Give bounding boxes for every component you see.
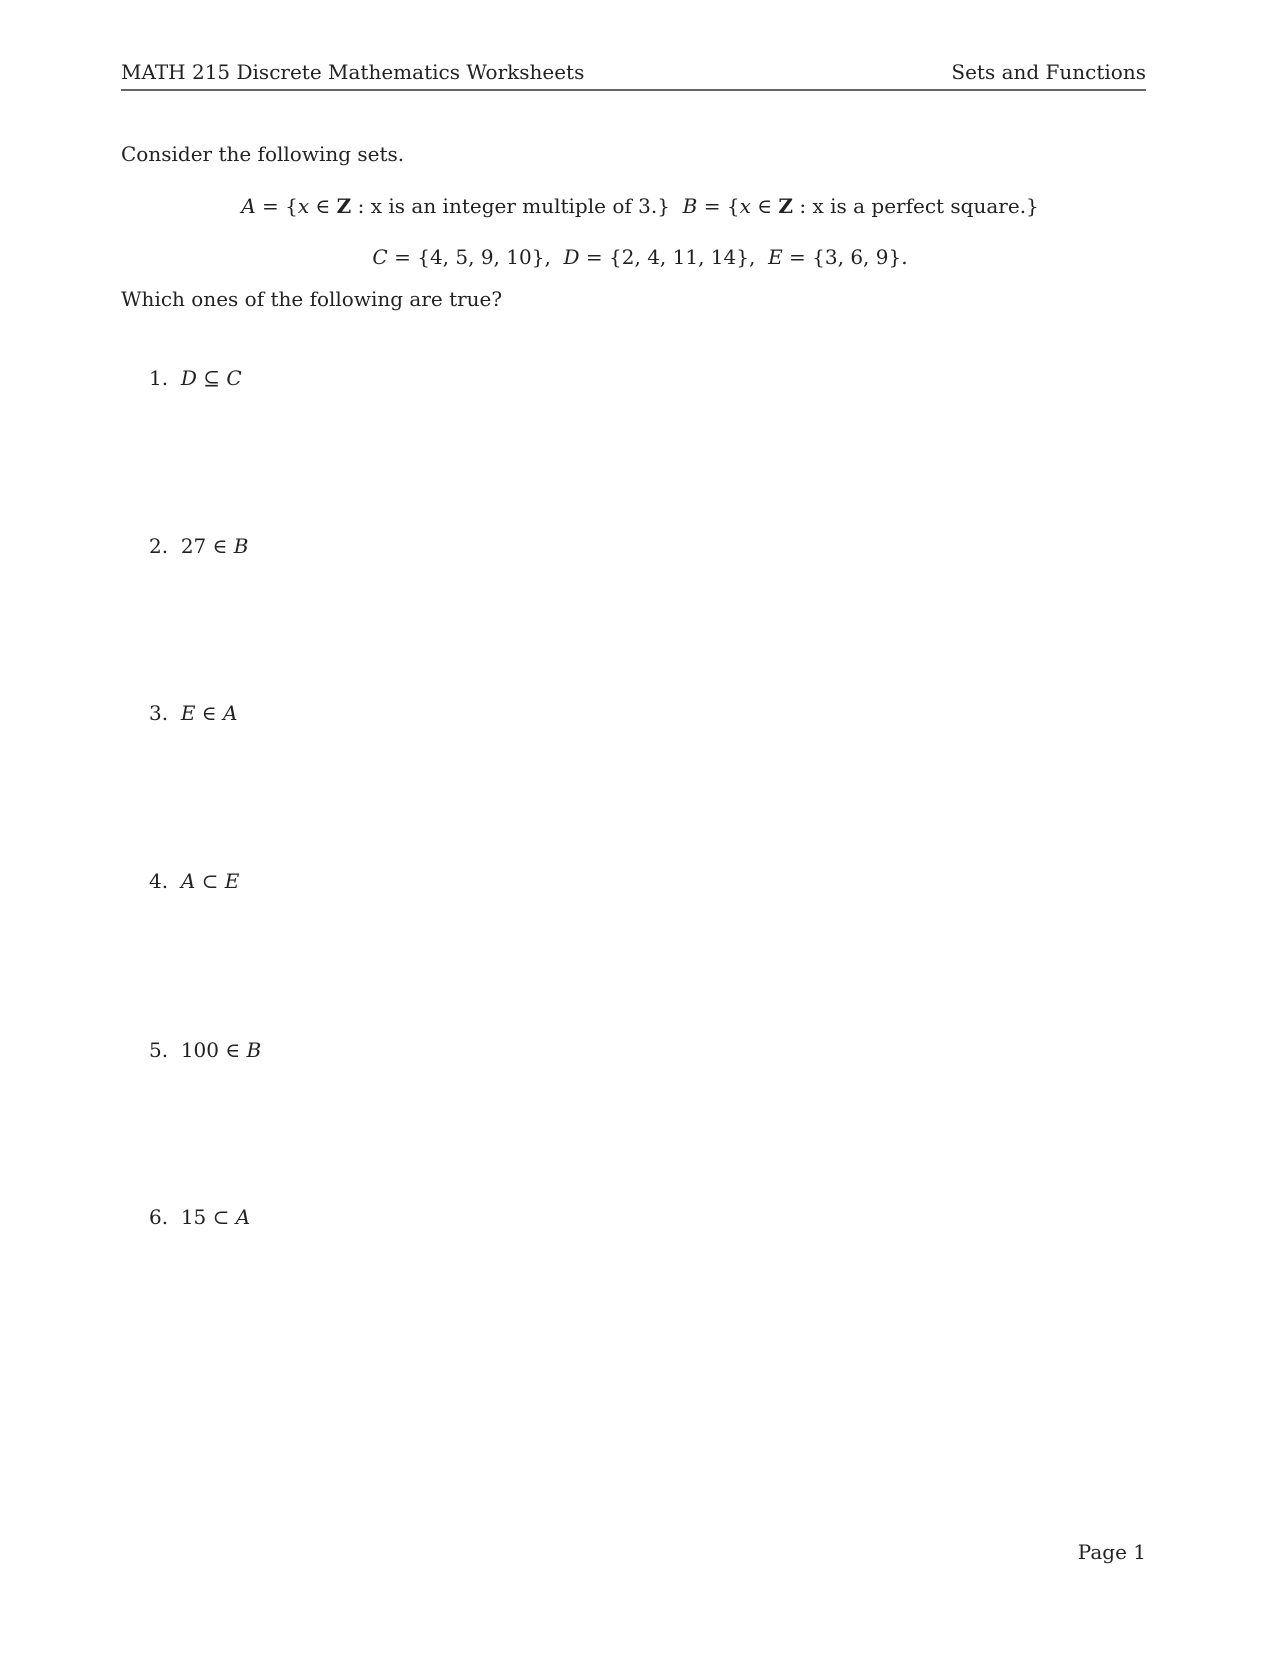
question-item (149, 1205, 250, 1229)
header-rule (121, 89, 1146, 91)
item-lhs: 100 (180, 1038, 219, 1062)
item-operator: ∈ (212, 534, 228, 558)
item-number: 2. (149, 534, 169, 558)
set-e-elements: 3, 6, 9 (824, 245, 889, 269)
item-rhs: A (235, 1205, 251, 1229)
set-definitions-ab: A = {x ∈ Z : x is an integer multiple of 3.} B = {x ∈ Z : x is a perfect square.} (241, 194, 1039, 218)
item-rhs: C (226, 366, 242, 390)
header-course-title: MATH 215 Discrete Mathematics Worksheets (121, 60, 585, 84)
intro-text: Consider the following sets. (121, 142, 405, 166)
item-number: 1. (149, 366, 169, 390)
question-item (149, 869, 239, 893)
item-operator: ∈ (225, 1038, 241, 1062)
item-operator: ⊂ (212, 1205, 230, 1229)
question-item (149, 1038, 261, 1062)
set-e-name: E (768, 245, 783, 269)
item-number: 3. (149, 701, 169, 725)
set-b-name: B (682, 194, 698, 218)
header-topic: Sets and Functions (951, 60, 1146, 84)
set-definitions-cde: C = {4, 5, 9, 10}, D = {2, 4, 11, 14}, E = {3, 6, 9}. (372, 245, 908, 269)
question-text: Which ones of the following are true? (121, 287, 503, 311)
set-b-definition: x is a perfect square. (812, 194, 1027, 218)
item-lhs: E (180, 701, 196, 725)
question-item (149, 701, 237, 725)
item-lhs: 27 (180, 534, 207, 558)
item-operator: ∈ (201, 701, 217, 725)
item-rhs: B (233, 534, 249, 558)
item-operator: ⊆ (203, 366, 220, 390)
set-a-name: A (241, 194, 256, 218)
item-number: 6. (149, 1205, 169, 1229)
set-c-elements: 4, 5, 9, 10 (429, 245, 532, 269)
item-number: 4. (149, 869, 169, 893)
item-rhs: A (222, 701, 238, 725)
item-rhs: E (224, 869, 240, 893)
set-a-definition: x is an integer multiple of 3. (370, 194, 658, 218)
set-c-name: C (372, 245, 388, 269)
item-number: 5. (149, 1038, 169, 1062)
item-rhs: B (246, 1038, 262, 1062)
question-item (149, 366, 242, 390)
item-lhs: 15 (180, 1205, 207, 1229)
item-lhs: A (180, 869, 196, 893)
question-item (149, 534, 249, 558)
page-number: Page 1 (1077, 1540, 1146, 1564)
item-lhs: D (180, 366, 197, 390)
item-operator: ⊂ (201, 869, 219, 893)
set-d-elements: 2, 4, 11, 14 (621, 245, 737, 269)
set-d-name: D (563, 245, 580, 269)
